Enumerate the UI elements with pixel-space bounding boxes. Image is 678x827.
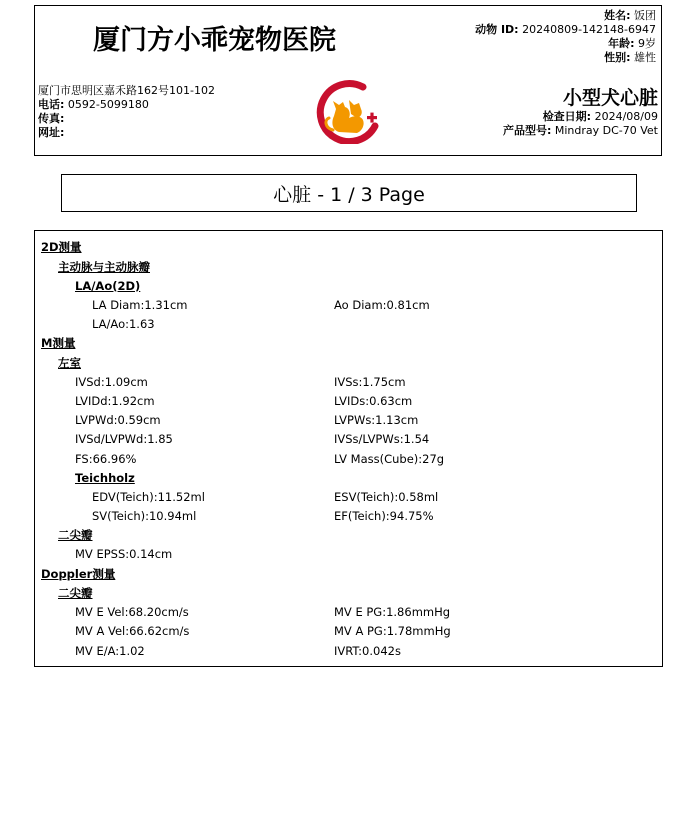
pet-name: 饭团 bbox=[634, 9, 656, 22]
clinic-phone: 0592-5099180 bbox=[67, 98, 149, 111]
phone-label: 电话: bbox=[38, 98, 65, 111]
lv-mass-value: LV Mass(Cube):27g bbox=[334, 452, 445, 466]
mv-ea-value: MV E/A:1.02 bbox=[75, 644, 145, 658]
pet-name-row bbox=[475, 9, 656, 23]
sv-value: SV(Teich):10.94ml bbox=[92, 509, 197, 523]
mv-e-pg-value: MV E PG:1.86mmHg bbox=[334, 605, 451, 619]
pet-sex-row bbox=[475, 51, 656, 65]
pet-age-label: 年龄: bbox=[608, 37, 635, 50]
mv-epss-value: MV EPSS:0.14cm bbox=[75, 547, 173, 561]
clinic-fax-row bbox=[38, 112, 215, 126]
lv-section-title: 左室 bbox=[58, 356, 81, 370]
report-title: 小型犬心脏 bbox=[562, 87, 658, 109]
clinic-address: 厦门市思明区嘉禾路162号101-102 bbox=[38, 84, 215, 97]
la-ao-value: LA/Ao:1.63 bbox=[92, 317, 155, 331]
mv-e-vel-value: MV E Vel:68.20cm/s bbox=[75, 605, 189, 619]
pet-age-row bbox=[475, 37, 656, 51]
cat-dog-logo-icon bbox=[315, 78, 385, 144]
aorta-section-title: 主动脉与主动脉瓣 bbox=[58, 260, 150, 274]
report-info bbox=[503, 86, 658, 138]
model-label: 产品型号: bbox=[502, 124, 552, 137]
mv-a-pg-value: MV A PG:1.78mmHg bbox=[334, 624, 451, 638]
lvids-value: LVIDs:0.63cm bbox=[334, 394, 413, 408]
mv-a-vel-value: MV A Vel:66.62cm/s bbox=[75, 624, 190, 638]
ivrt-value: IVRT:0.042s bbox=[334, 644, 401, 658]
esv-value: ESV(Teich):0.58ml bbox=[334, 490, 439, 504]
model-row bbox=[503, 124, 658, 138]
exam-date-label: 检查日期: bbox=[542, 110, 592, 123]
pet-sex-label: 性别: bbox=[604, 51, 631, 64]
ao-diam-value: Ao Diam:0.81cm bbox=[334, 298, 430, 312]
clinic-contact bbox=[38, 84, 215, 140]
measurement-table bbox=[34, 230, 663, 667]
clinic-name: 厦门方小乖宠物医院 bbox=[93, 25, 336, 56]
lvpws-value: LVPWs:1.13cm bbox=[334, 413, 419, 427]
ivsd-value: IVSd:1.09cm bbox=[75, 375, 148, 389]
fs-value: FS:66.96% bbox=[75, 452, 137, 466]
lvidd-value: LVIDd:1.92cm bbox=[75, 394, 155, 408]
pet-id-label: 动物 ID: bbox=[475, 23, 519, 36]
section-m-title: M测量 bbox=[41, 336, 76, 350]
report-header bbox=[34, 5, 662, 156]
section-doppler-title: Doppler测量 bbox=[41, 567, 116, 581]
exam-date: 2024/08/09 bbox=[594, 110, 658, 123]
ivss-value: IVSs:1.75cm bbox=[334, 375, 406, 389]
clinic-website-row bbox=[38, 126, 215, 140]
pet-id: 20240809-142148-6947 bbox=[522, 23, 656, 36]
laao-section-title: LA/Ao(2D) bbox=[75, 279, 141, 293]
lvpwd-value: LVPWd:0.59cm bbox=[75, 413, 161, 427]
ef-value: EF(Teich):94.75% bbox=[334, 509, 434, 523]
pet-age: 9岁 bbox=[638, 37, 656, 50]
pet-name-label: 姓名: bbox=[604, 9, 631, 22]
website-label: 网址: bbox=[38, 126, 65, 139]
clinic-phone-row bbox=[38, 98, 215, 112]
mitral-m-section-title: 二尖瓣 bbox=[58, 528, 93, 542]
pet-sex: 雄性 bbox=[634, 51, 656, 64]
la-diam-value: LA Diam:1.31cm bbox=[92, 298, 188, 312]
pet-id-row bbox=[475, 23, 656, 37]
mitral-doppler-section-title: 二尖瓣 bbox=[58, 586, 93, 600]
page-banner: 心脏 - 1 / 3 Page bbox=[61, 174, 637, 212]
teichholz-section-title: Teichholz bbox=[75, 471, 135, 485]
section-2d-title: 2D测量 bbox=[41, 240, 82, 254]
edv-value: EDV(Teich):11.52ml bbox=[92, 490, 205, 504]
ivss-lvpws-value: IVSs/LVPWs:1.54 bbox=[334, 432, 430, 446]
pet-info bbox=[475, 9, 656, 65]
fax-label: 传真: bbox=[38, 112, 65, 125]
exam-date-row bbox=[503, 110, 658, 124]
product-model: Mindray DC-70 Vet bbox=[554, 124, 658, 137]
ivsd-lvpwd-value: IVSd/LVPWd:1.85 bbox=[75, 432, 173, 446]
